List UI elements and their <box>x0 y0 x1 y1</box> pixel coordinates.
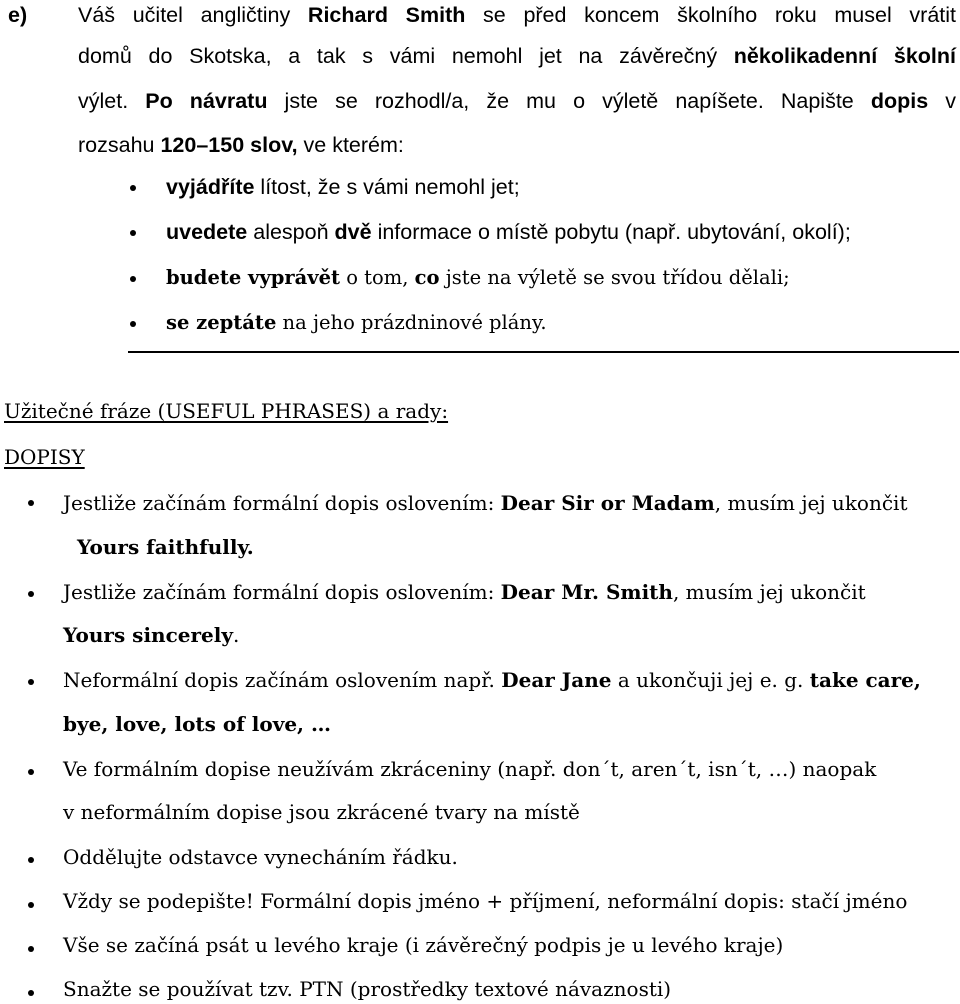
bullet-icon <box>28 500 34 506</box>
horizontal-rule <box>128 351 959 353</box>
task-line-4: rozsahu 120–150 slov, ve kterém: <box>78 133 404 157</box>
bullet-icon <box>130 185 136 191</box>
bullet-icon <box>28 679 34 685</box>
task-line-1: Váš učitel angličtiny Richard Smith se před koncem školního roku musel vrátit <box>78 3 956 27</box>
bullet-icon <box>130 230 136 236</box>
bullet-icon <box>28 946 34 952</box>
section-subheading: DOPISY <box>4 445 85 469</box>
section-heading: Užitečné fráze (USEFUL PHRASES) a rady: <box>4 399 449 423</box>
bullet-icon <box>28 857 34 863</box>
bullet-icon <box>28 591 34 597</box>
bullet-icon <box>28 902 34 908</box>
task-label: e) <box>8 3 28 27</box>
bullet-icon <box>130 276 136 282</box>
task-line-3: výlet. Po návratu jste se rozhodl/a, že mu o výletě napíšete. Napište dopis v <box>78 89 956 113</box>
task-line-2: domů do Skotska, a tak s vámi nemohl jet na závěrečný několikadenní školní <box>78 44 956 68</box>
bullet-icon <box>28 990 34 996</box>
document-page: e) Váš učitel angličtiny Richard Smith se před koncem školního roku musel vrátit domů do Skotska, a tak s vámi nemohl jet na závěrečný několikadenní školní výlet. Po návratu jste se rozhodl/a, že mu o výletě napíšete. Napište dopis v rozsahu 120–150 slov, ve kterém: vyjádříte lítost, že s vámi nemohl jet; uvedete alespoň dvě informace o místě pobytu (např. ubytování, okolí); budete vyprávět o tom, co jste na výletě se svou třídou dělali; se zeptáte na jeho prázdninové plány. Užitečné fráze (USEFUL PHRASES) a rady: DOPISY Jestliže začínám formální dopis oslovením: Dear Sir or Madam, musím jej ukončit Yours faithfully. Jestliže začínám formální dopis oslovením: Dear Mr. Smith, musím jej ukončit Yours sincerely. Neformální dopis začínám oslovením např. Dear Jane a ukončuji jej e. g. take care, bye, love, lots of love, … Ve formálním dopise neužívám zkráceniny (např. don´t, aren´t, isn´t, …) naopak v neformálním dopise jsou zkrácené tvary na místě Oddělujte odstavce vynecháním řádku. Vždy se podepište! Formální dopis jméno + příjmení, neformální dopis: stačí jméno Vše se začíná psát u levého kraje (i závěrečný podpis je u levého kraje) Snažte se používat tzv. PTN (prostředky textové návaznosti) <box>0 0 960 1004</box>
bullet-icon <box>130 321 136 327</box>
bullet-icon <box>28 769 34 775</box>
